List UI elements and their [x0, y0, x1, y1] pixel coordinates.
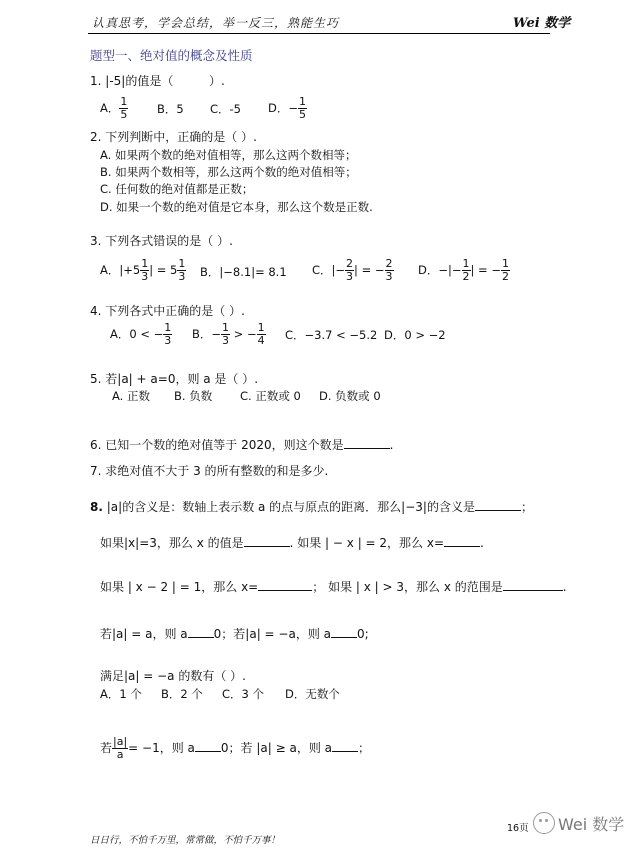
- question-4-option-a: A．0 < − $\frac{1}{3}$: [110, 321, 172, 347]
- question-4-option-c: C．−3.7 < −5.2: [285, 328, 378, 342]
- question-1-option-d: D．− $\frac{1}{5}$: [268, 95, 306, 121]
- answer-blank: [331, 627, 357, 638]
- fraction: $\frac{1}{5}$: [120, 95, 128, 121]
- question-2-stem: 2. 下列判断中，正确的是（ ）.: [90, 130, 257, 144]
- answer-blank: [444, 536, 480, 547]
- question-2-option-d: D. 如果一个数的绝对值是它本身，那么这个数是正数.: [100, 200, 373, 214]
- question-5-option-a: A. 正数: [112, 389, 150, 403]
- question-8-line-5: 满足|a| = −a 的数有（ ）.: [100, 669, 246, 683]
- question-8-line-5-option-a: A．1 个: [100, 687, 142, 701]
- question-5-option-b: B. 负数: [174, 389, 213, 403]
- question-1-stem: 1. |-5|的值是（ ）.: [90, 74, 225, 88]
- question-8-line-6: 若 $\frac{|a|}{a}$ = −1，则 a 0；若 |a| ≥ a，则 a ；: [100, 735, 371, 761]
- question-4-stem: 4. 下列各式中正确的是（ ）.: [90, 304, 245, 318]
- question-5-option-c: C. 正数或 0: [240, 389, 301, 403]
- answer-blank: [332, 741, 358, 752]
- footer-motto: 日日行，不怕千万里，常常做，不怕千万事！: [90, 835, 281, 846]
- question-2-option-c: C. 任何数的绝对值都是正数；: [100, 182, 254, 196]
- section-title: 题型一、绝对值的概念及性质: [90, 48, 253, 63]
- question-8-line-5-option-d: D．无数个: [285, 687, 340, 701]
- answer-blank: [475, 500, 521, 511]
- question-3-stem: 3. 下列各式错误的是（ ）.: [90, 234, 233, 248]
- question-2-option-b: B. 如果两个数相等，那么这两个数的绝对值相等；: [100, 165, 357, 179]
- question-3-option-b: B．|−8.1|= 8.1: [200, 265, 287, 279]
- question-4-option-d: D．0 > −2: [384, 328, 446, 342]
- question-7: 7. 求绝对值不大于 3 的所有整数的和是多少.: [90, 464, 329, 478]
- question-5-stem: 5. 若|a| + a=0，则 a 是（ ）.: [90, 372, 259, 386]
- answer-blank: [244, 536, 290, 547]
- question-8-line-4: 若|a| = a，则 a 0；若|a| = −a，则 a 0;: [100, 627, 369, 641]
- question-1-option-c: C．-5: [210, 102, 241, 116]
- watermark-text: Wei 数学: [558, 815, 625, 834]
- question-8-line-5-option-c: C．3 个: [222, 687, 265, 701]
- question-6: 6. 已知一个数的绝对值等于 2020，则这个数是 .: [90, 438, 394, 452]
- question-8-line-3: 如果 | x − 2 | = 1，那么 x= ； 如果 | x | > 3，那么 x 的范围是 .: [100, 580, 567, 594]
- question-5-option-d: D. 负数或 0: [319, 389, 381, 403]
- question-1-option-b: B．5: [157, 102, 184, 116]
- header-divider: [88, 33, 550, 34]
- header-motto: 认真思考，学会总结，举一反三，熟能生巧: [92, 16, 340, 30]
- answer-blank: [503, 580, 563, 591]
- question-3-option-c: C．|− $\frac{2}{3}$ | = − $\frac{2}{3}$: [312, 257, 393, 283]
- question-3-option-d: D．−|− $\frac{1}{2}$ | = − $\frac{1}{2}$: [418, 257, 509, 283]
- question-3-option-a: A．|+5 $\frac{1}{3}$ | = 5 $\frac{1}{3}$: [100, 257, 186, 283]
- fraction: $\frac{|a|}{a}$: [113, 735, 128, 761]
- answer-blank: [258, 580, 312, 591]
- question-8-line-2: 如果|x|=3，那么 x 的值是 . 如果 | − x | = 2，那么 x= .: [100, 536, 484, 550]
- question-8-line-5-option-b: B．2 个: [161, 687, 203, 701]
- header-brand: Wei 数学: [513, 16, 571, 31]
- answer-blank: [344, 438, 390, 449]
- question-1-option-a: A． $\frac{1}{5}$: [100, 95, 128, 121]
- page-number: 16页: [507, 823, 529, 834]
- fraction: $\frac{1}{5}$: [299, 95, 306, 121]
- wechat-icon: [533, 812, 555, 834]
- question-8-line-1: 8. |a|的含义是：数轴上表示数 a 的点与原点的距离．那么|−3|的含义是 ；: [90, 500, 533, 514]
- answer-blank: [195, 741, 221, 752]
- question-4-option-b: B．− $\frac{1}{3}$ > − $\frac{1}{4}$: [192, 321, 265, 347]
- question-2-option-a: A. 如果两个数的绝对值相等，那么这两个数相等；: [100, 148, 357, 162]
- answer-blank: [188, 627, 214, 638]
